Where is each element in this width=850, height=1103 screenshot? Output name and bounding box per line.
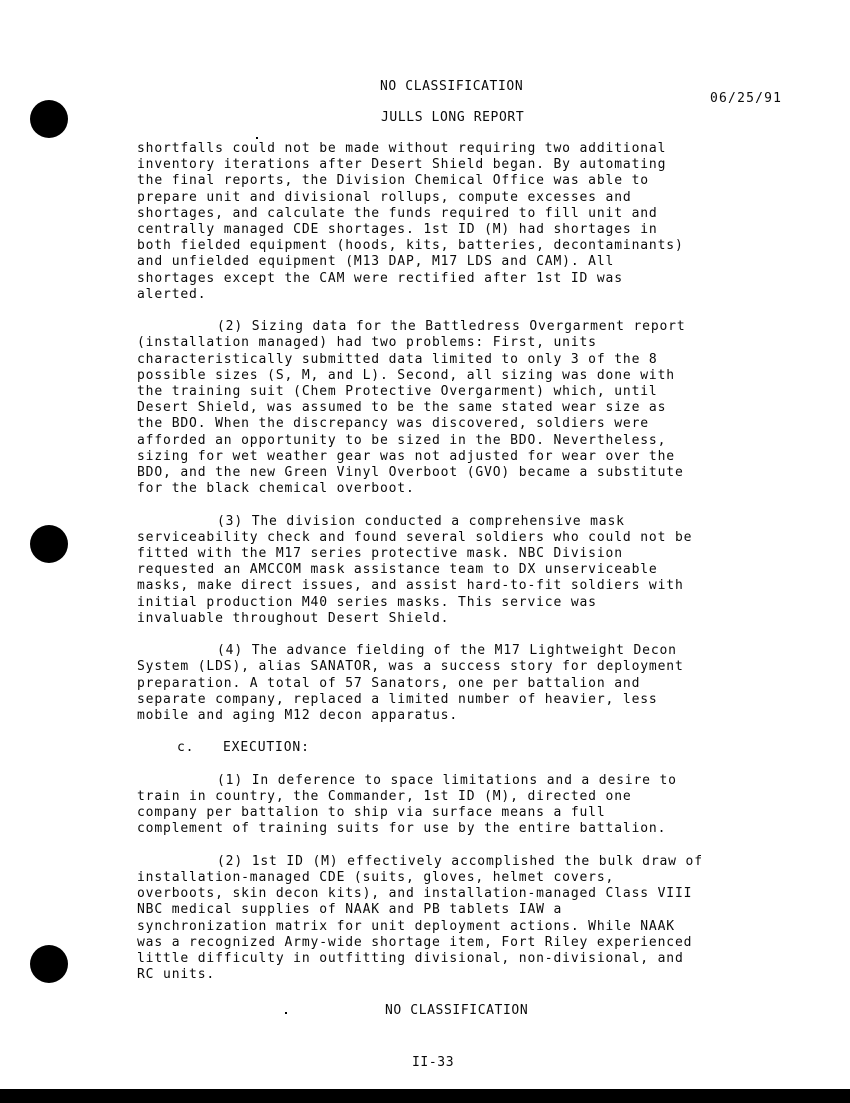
paragraph-continuation: shortfalls could not be made without requiring two additional inventory iterations after Desert Shield began. By automating the final reports, the Division Chemical Office was able to prepare unit and divisional rollups, compute excesses and shortages, and calculate the funds required to fill unit and centrally managed CDE shortages. 1st ID (M) had shortages in both fielded equipment (hoods, kits, batteries, decontaminants) and unfielded equipment (M13 DAP, M17 LDS and CAM). All shortages except the CAM were rectified after 1st ID was alerted.	[137, 141, 684, 302]
paragraph-sizing-data	[137, 319, 777, 497]
section-heading-execution	[137, 740, 777, 756]
report-body	[137, 141, 777, 1000]
classification-header: NO CLASSIFICATION	[380, 79, 524, 94]
report-title: JULLS LONG REPORT	[381, 110, 525, 125]
punch-hole-bottom	[30, 945, 68, 983]
report-date: 06/25/91	[710, 91, 783, 106]
paragraph-mask-check	[137, 514, 777, 627]
paragraph-bulk-draw	[137, 854, 777, 984]
paragraph-training-suits	[137, 773, 777, 838]
scan-speck	[285, 1012, 287, 1014]
scan-speck	[256, 137, 258, 139]
punch-hole-top	[30, 100, 68, 138]
punch-hole-middle	[30, 525, 68, 563]
scan-edge-bar	[0, 1089, 850, 1103]
paragraph-lds-fielding-text: (4) The advance fielding of the M17 Lightweight Decon System (LDS), alias SANATOR, was a success story for deployment preparation. A total of 57 Sanators, one per battalion and separate company, replaced a limited number of heavier, less mobile and aging M12 decon apparatus.	[137, 643, 684, 724]
paragraph-mask-check-text: (3) The division conducted a comprehensive mask serviceability check and found several soldiers who could not be fitted with the M17 series protective mask. NBC Division requested an AMCCOM mask assistance team to DX unserviceable masks, make direct issues, and assist hard-to-fit soldiers with initial production M40 series masks. This service was invaluable throughout Desert Shield.	[137, 513, 693, 626]
paragraph-sizing-data-text: (2) Sizing data for the Battledress Overgarment report (installation managed) had two problems: First, units characteristically submitted data limited to only 3 of the 8 possible sizes (S, M, and L). Second, all sizing was done with the training suit (Chem Protective Overgarment) which, until Desert Shield, was assumed to be the same stated wear size as the BDO. When the discrepancy was discovered, soldiers were afforded an opportunity to be sized in the BDO. Nevertheless, sizing for wet weather gear was not adjusted for wear over the BDO, and the new Green Vinyl Overboot (GVO) became a substitute for the black chemical overboot.	[137, 319, 686, 497]
paragraph-lds-fielding	[137, 643, 777, 724]
paragraph-bulk-draw-text: (2) 1st ID (M) effectively accomplished the bulk draw of installation-managed CDE (suits, gloves, helmet covers, overboots, skin decon kits), and installation-managed Class VIII NBC medical supplies of NAAK and PB tablets IAW a synchronization matrix for unit deployment actions. While NAAK was a recognized Army-wide shortage item, Fort Riley experienced little difficulty in outfitting divisional, non-divisional, and RC units.	[137, 853, 703, 983]
classification-footer: NO CLASSIFICATION	[385, 1003, 529, 1018]
paragraph-training-suits-text: (1) In deference to space limitations and a desire to train in country, the Commander, 1st ID (M), directed one company per battalion to ship via surface means a full complement of training suits for use by the entire battalion.	[137, 772, 677, 837]
section-title: EXECUTION:	[223, 740, 310, 756]
page-number: II-33	[412, 1055, 455, 1070]
section-number: c.	[177, 740, 195, 756]
